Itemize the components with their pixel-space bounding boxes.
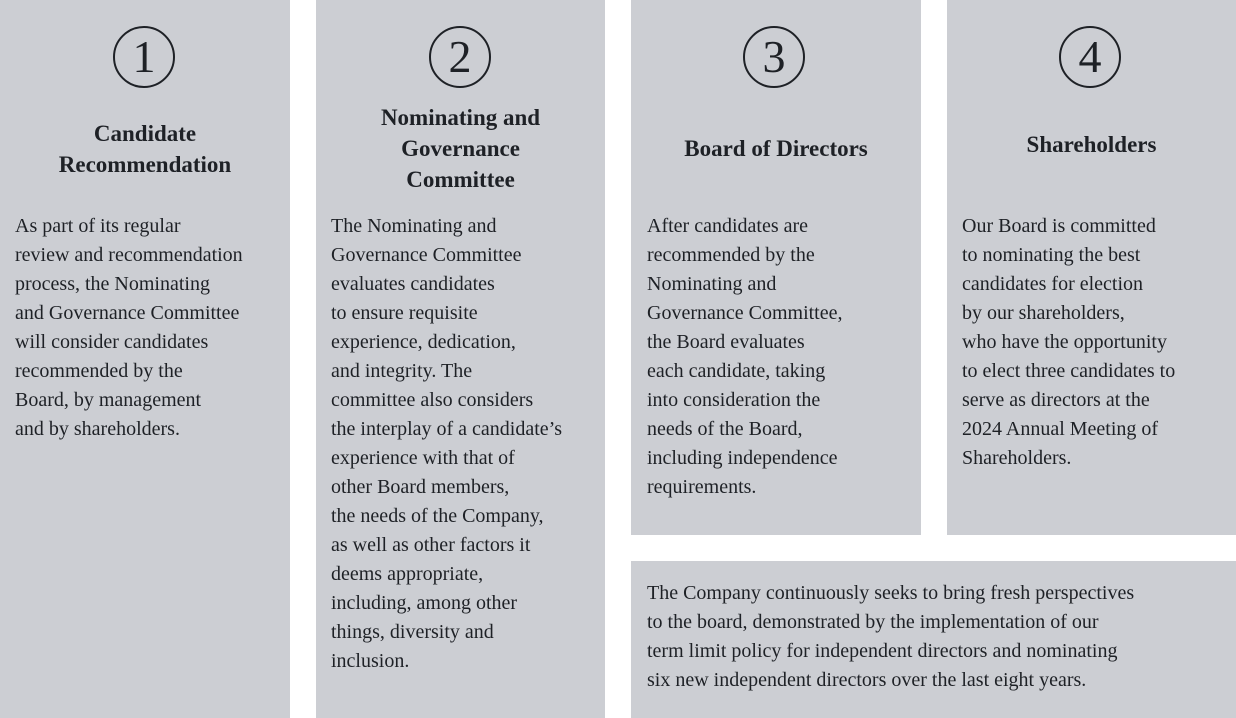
- body-line: things, diversity and: [331, 621, 494, 643]
- step-2-title: [316, 102, 605, 195]
- body-line: Our Board is committed: [962, 215, 1156, 237]
- body-line: including, among other: [331, 592, 518, 614]
- body-line: by our shareholders,: [962, 302, 1125, 324]
- body-line: inclusion.: [331, 650, 410, 672]
- body-line: The Nominating and: [331, 215, 497, 237]
- title-line: Board of Directors: [684, 136, 868, 161]
- step-3-description: [647, 212, 917, 502]
- body-line: into consideration the: [647, 389, 821, 411]
- body-line: Board, by management: [15, 389, 202, 411]
- step-number: 1: [113, 26, 175, 88]
- body-line: candidates for election: [962, 273, 1144, 295]
- title-line: Governance: [401, 136, 520, 161]
- body-line: recommended by the: [15, 360, 183, 382]
- step-1-description: [15, 212, 285, 444]
- step-number: 4: [1059, 26, 1121, 88]
- title-line: Nominating and: [380, 105, 541, 130]
- body-line: to nominating the best: [962, 244, 1141, 266]
- body-line: Governance Committee,: [647, 302, 843, 324]
- step-4-title: [947, 129, 1236, 160]
- body-line: and by shareholders.: [15, 418, 180, 440]
- body-line: process, the Nominating: [15, 273, 210, 295]
- body-line: After candidates are: [647, 215, 809, 237]
- body-line: Nominating and: [647, 273, 777, 295]
- step-2-description: [331, 212, 601, 676]
- body-line: As part of its regular: [15, 215, 181, 237]
- body-line: serve as directors at the: [962, 389, 1150, 411]
- body-line: to the board, demonstrated by the implementation of our: [647, 611, 1099, 633]
- body-line: The Company continuously seeks to bring fresh perspectives: [647, 582, 1135, 604]
- note-text: [647, 579, 1227, 695]
- body-line: including independence: [647, 447, 838, 469]
- body-line: to elect three candidates to: [962, 360, 1176, 382]
- body-line: Governance Committee: [331, 244, 522, 266]
- body-line: recommended by the: [647, 244, 815, 266]
- title-line: Committee: [406, 167, 515, 192]
- body-line: and Governance Committee: [15, 302, 240, 324]
- title-line: Shareholders: [1026, 132, 1157, 157]
- step-number: 3: [743, 26, 805, 88]
- body-line: review and recommendation: [15, 244, 243, 266]
- step-4-description: [962, 212, 1232, 473]
- body-line: needs of the Board,: [647, 418, 803, 440]
- body-line: term limit policy for independent directors and nominating: [647, 640, 1118, 662]
- body-line: experience with that of: [331, 447, 515, 469]
- body-line: six new independent directors over the last eight years.: [647, 669, 1087, 691]
- body-line: Shareholders.: [962, 447, 1072, 469]
- body-line: evaluates candidates: [331, 273, 495, 295]
- body-line: deems appropriate,: [331, 563, 484, 585]
- title-line: Recommendation: [58, 152, 232, 177]
- step-number: 2: [429, 26, 491, 88]
- step-1-title: [0, 118, 290, 180]
- body-line: who have the opportunity: [962, 331, 1167, 353]
- body-line: the needs of the Company,: [331, 505, 544, 527]
- body-line: experience, dedication,: [331, 331, 516, 353]
- body-line: 2024 Annual Meeting of: [962, 418, 1159, 440]
- body-line: committee also considers: [331, 389, 534, 411]
- body-line: requirements.: [647, 476, 757, 498]
- body-line: to ensure requisite: [331, 302, 478, 324]
- body-line: as well as other factors it: [331, 534, 531, 556]
- body-line: other Board members,: [331, 476, 510, 498]
- body-line: and integrity. The: [331, 360, 473, 382]
- title-line: Candidate: [93, 121, 197, 146]
- body-line: will consider candidates: [15, 331, 209, 353]
- step-3-title: [631, 133, 921, 164]
- body-line: each candidate, taking: [647, 360, 826, 382]
- body-line: the interplay of a candidate’s: [331, 418, 563, 440]
- body-line: the Board evaluates: [647, 331, 805, 353]
